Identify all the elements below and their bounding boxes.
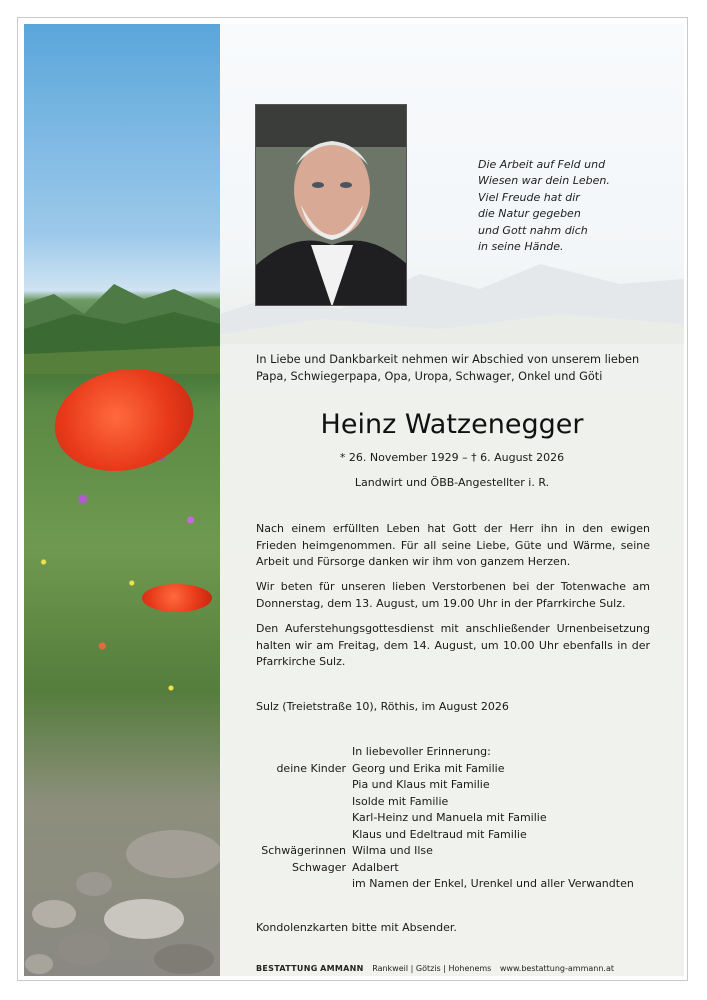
mourner-name: im Namen der Enkel, Urenkel und aller Verwandten	[352, 877, 634, 890]
life-dates: * 26. November 1929 – † 6. August 2026	[339, 451, 565, 464]
small-poppy	[142, 584, 212, 612]
mourner-label	[230, 794, 346, 811]
mountain-silhouette	[24, 274, 220, 374]
mourner-name: Adalbert	[352, 860, 399, 874]
mourner-label	[230, 777, 346, 794]
mourner-name: Wilma und Ilse	[352, 844, 433, 857]
poem-line: Die Arbeit auf Feld und	[478, 158, 606, 171]
mourner-name: Georg und Erika mit Familie	[352, 761, 505, 775]
paragraph-line: Nach einem erfüllten Leben hat Gott der Herr ihn in den ewigen	[256, 522, 650, 535]
mourner-name: In liebevoller Erinnerung:	[352, 745, 491, 758]
paragraph-wake	[256, 579, 650, 612]
poem-line: Wiesen war dein Leben.	[478, 174, 610, 188]
poem	[478, 157, 638, 255]
poem-line: und Gott nahm dich	[478, 223, 588, 237]
paragraph-line: Donnerstag, dem 13. August, um 19.00 Uhr in der Pfarrkirche Sulz.	[256, 596, 626, 610]
paragraph-farewell	[256, 521, 650, 571]
brand-prefix: BESTATTUNG	[256, 964, 318, 973]
paragraph-line: Wir beten für unseren lieben Verstorbenen bei der Totenwache am	[256, 580, 650, 593]
mourner-name: Karl-Heinz und Manuela mit Familie	[352, 811, 547, 824]
closing-note: Kondolenzkarten bitte mit Absender.	[256, 921, 457, 934]
footer	[256, 964, 676, 973]
footer-website[interactable]: www.bestattung-ammann.at	[499, 964, 615, 973]
place-date: Sulz (Treietstraße 10), Röthis, im August 2026	[256, 700, 509, 713]
mourner-name: Pia und Klaus mit Familie	[352, 778, 490, 791]
meadow-photo	[24, 24, 220, 976]
portrait-photo	[256, 105, 407, 306]
paragraph-service	[256, 621, 650, 671]
mourner-label: Schwägerinnen	[261, 844, 346, 857]
intro-line: In Liebe und Dankbarkeit nehmen wir Abschied von unserem lieben	[256, 353, 640, 366]
deceased-name: Heinz Watzenegger	[320, 409, 584, 440]
footer-locations: Rankweil | Götzis | Hohenems	[372, 964, 492, 973]
mourner-labels	[230, 744, 346, 893]
intro-line: Papa, Schwiegerpapa, Opa, Uropa, Schwager, Onkel und Göti	[256, 370, 603, 383]
mourner-name: Klaus und Edeltraud mit Familie	[352, 827, 527, 841]
river-stones	[24, 824, 220, 976]
mourner-label: Schwager	[291, 860, 346, 874]
paragraph-line: Pfarrkirche Sulz.	[256, 655, 346, 669]
paragraph-line: halten wir am Freitag, dem 14. August, um 10.00 Uhr ebenfalls in der	[256, 638, 650, 652]
mourner-label	[230, 810, 346, 827]
deceased-portrait	[255, 104, 407, 306]
poem-line: die Natur gegeben	[478, 207, 581, 221]
mourner-label	[230, 744, 346, 761]
mourner-label	[230, 827, 346, 844]
poem-line: in seine Hände.	[478, 240, 564, 254]
mourner-names	[352, 744, 672, 893]
mourner-label: deine Kinder	[276, 761, 346, 775]
occupation: Landwirt und ÖBB-Angestellter i. R.	[354, 476, 550, 489]
paragraph-line: Den Auferstehungsgottesdienst mit anschließender Urnenbeisetzung	[256, 622, 650, 635]
poem-line: Viel Freude hat dir	[478, 190, 580, 204]
paragraph-line: Frieden heimgenommen. Für all seine Liebe, Güte und Wärme, seine	[256, 538, 650, 552]
mourner-name: Isolde mit Familie	[352, 794, 449, 808]
mourner-label	[230, 876, 346, 893]
intro-text	[256, 351, 656, 385]
paragraph-line: Arbeit und Fürsorge danken wir ihm von ganzem Herzen.	[256, 555, 571, 569]
brand-name: AMMANN	[320, 964, 364, 973]
